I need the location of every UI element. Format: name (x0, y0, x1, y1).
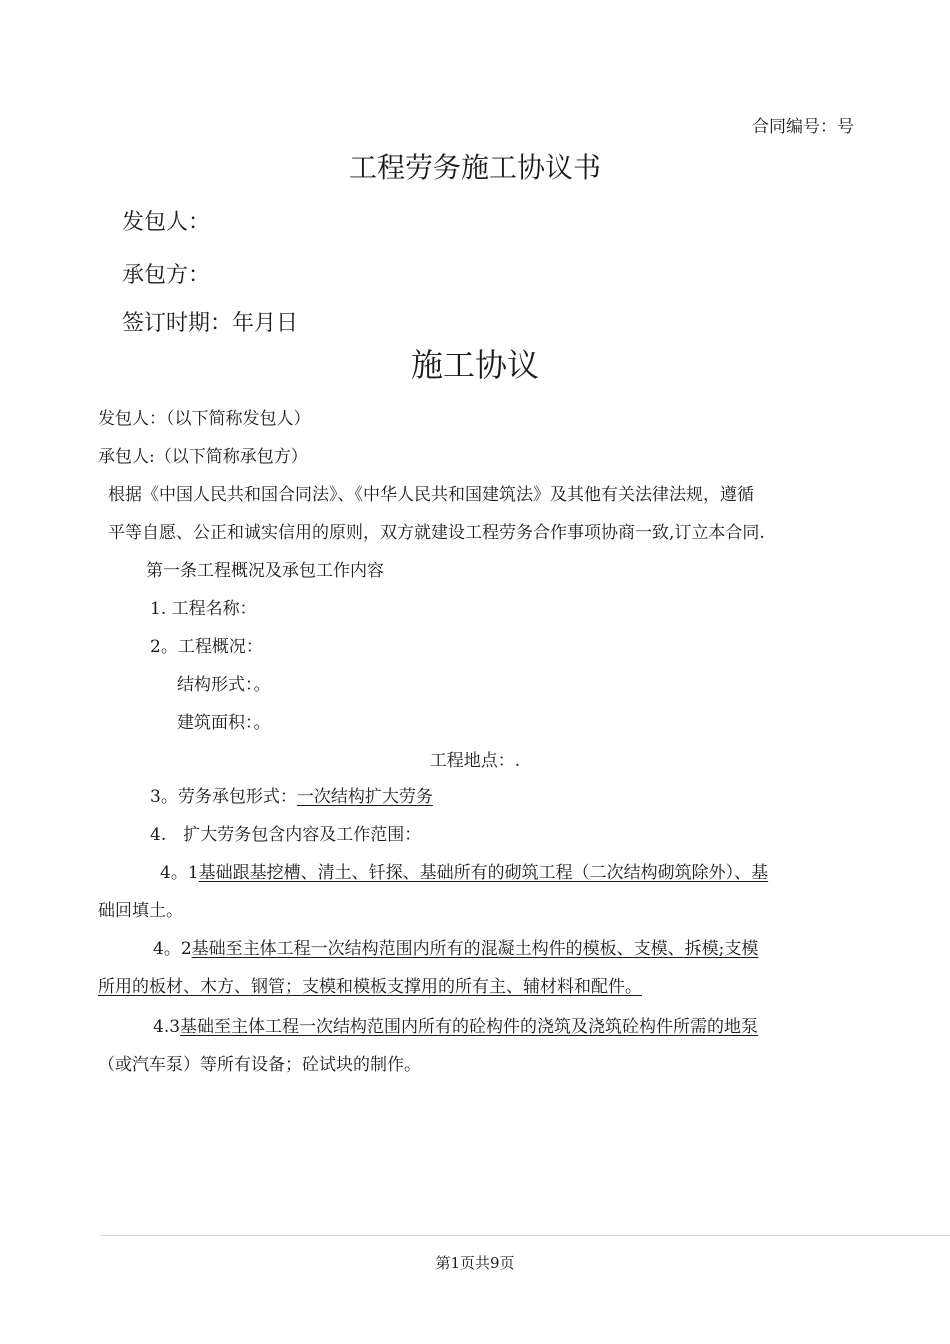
item-4-2-line-a (153, 934, 758, 959)
item-project-name: 1. 工程名称： (150, 599, 257, 619)
cover-contractor: 承包方： (122, 263, 211, 288)
item-4-1-line-a (160, 858, 768, 883)
party-b: 承包人:（以下简称承包方） (98, 447, 308, 467)
item-4-3-line-a (153, 1012, 758, 1037)
party-a: 发包人：（以下简称发包人） (98, 409, 311, 429)
item-project-overview: 2。工程概况： (150, 637, 263, 657)
cover-sign-date: 签订时期：年月日 (122, 311, 299, 336)
item-location: 工程地点：. (429, 751, 521, 771)
item-area: 建筑面积：。 (177, 713, 271, 733)
item-4-1-prefix: 4。1 (160, 863, 199, 883)
item-4-2-prefix: 4。2 (153, 939, 192, 959)
page-number: 第1页共9页 (435, 1254, 515, 1272)
item-4-2-text: 基础至主体工程一次结构范围内所有的混凝土构件的模板、支模、拆模;支模 (191, 939, 759, 959)
item-4-3-text: 基础至主体工程一次结构范围内所有的砼构件的浇筑及浇筑砼构件所需的地泵 (180, 1017, 759, 1037)
contract-number: 合同编号：号 (752, 117, 854, 137)
item-4-3-prefix: 4.3 (153, 1017, 181, 1037)
contract-form-label: 3。劳务承包形式： (150, 787, 297, 807)
item-contract-form (150, 782, 433, 807)
item-4-3-line-b: （或汽车泵）等所有设备；砼试块的制作。 (98, 1055, 421, 1075)
contract-form-value: 一次结构扩大劳务 (296, 787, 433, 807)
article1-heading: 第一条工程概况及承包工作内容 (146, 561, 384, 581)
item-4-1-text: 基础跟基挖槽、清土、钎探、基础所有的砌筑工程（二次结构砌筑除外）、基 (198, 863, 769, 883)
cover-title: 工程劳务施工协议书 (348, 151, 601, 184)
item-structure: 结构形式：。 (177, 675, 271, 695)
preamble-line-1: 根据《中国人民共和国合同法》、《中华人民共和国建筑法》及其他有关法律法规，遵循 (108, 485, 754, 505)
item-4-2-line-b: 所用的板材、木方、钢管；支模和模板支撑用的所有主、辅材料和配件。 (98, 977, 642, 997)
cover-employer: 发包人： (122, 210, 211, 235)
preamble-line-2: 平等自愿、公正和诚实信用的原则，双方就建设工程劳务合作事项协商一致,订立本合同. (108, 523, 765, 543)
agreement-title: 施工协议 (410, 346, 539, 384)
footer-divider (100, 1235, 950, 1236)
item-scope-heading: 4. 扩大劳务包含内容及工作范围： (150, 825, 422, 845)
item-4-1-line-b: 础回填土。 (98, 901, 183, 921)
